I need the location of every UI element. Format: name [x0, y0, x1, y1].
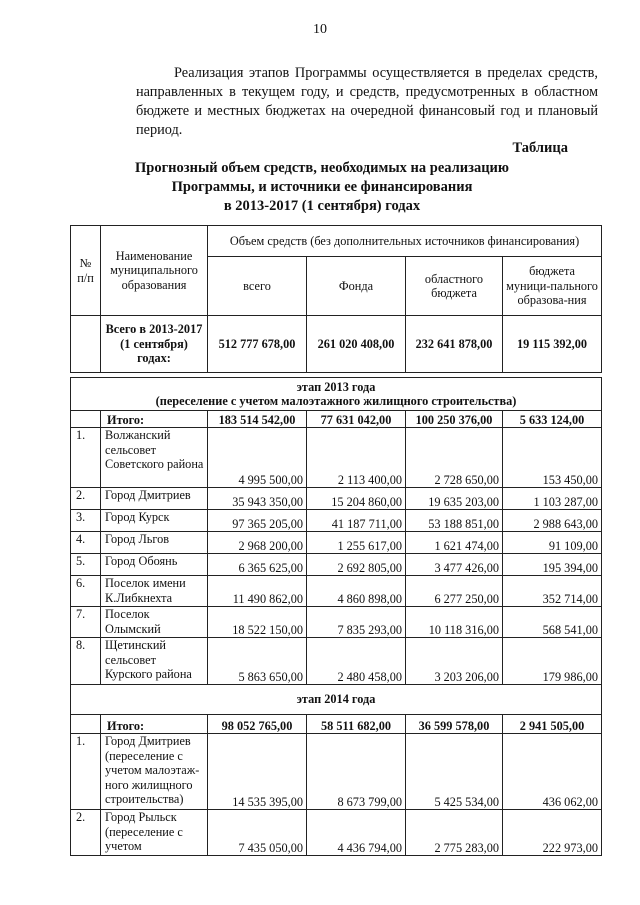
row-name: Город Курск [101, 510, 208, 532]
row-total: 2 968 200,00 [208, 532, 307, 554]
page-number: 10 [313, 22, 327, 37]
row-fund: 2 113 400,00 [307, 428, 406, 488]
row-num: 7. [71, 607, 101, 638]
itogo-fund: 58 511 682,00 [307, 715, 406, 734]
row-num: 8. [71, 638, 101, 685]
itogo-local: 2 941 505,00 [503, 715, 602, 734]
row-local: 153 450,00 [503, 428, 602, 488]
row-local: 195 394,00 [503, 554, 602, 576]
table-row [71, 576, 602, 607]
row-fund: 1 255 617,00 [307, 532, 406, 554]
table-row [71, 532, 602, 554]
header-num: № п/п [71, 226, 101, 316]
stage-2014-itogo-row [71, 715, 602, 734]
row-fund: 2 692 805,00 [307, 554, 406, 576]
title-line-3: в 2013-2017 (1 сентября) годах [223, 198, 421, 214]
row-local: 222 973,00 [503, 810, 602, 856]
table-label: Таблица [512, 140, 568, 156]
row-total: 7 435 050,00 [208, 810, 307, 856]
stage-2013-title: этап 2013 года [296, 379, 376, 394]
intro-text: Реализация этапов Программы осуществляется в пределах средств, направленных в текущем году, и средств, предусмотренных в областном бюджете и местных бюджетах на очередной финансовый год и плановый период. [136, 65, 598, 138]
itogo-label: Итого: [101, 715, 208, 734]
row-name: Поселок Олымский [101, 607, 208, 638]
row-regional: 6 277 250,00 [406, 576, 503, 607]
row-total: 35 943 350,00 [208, 488, 307, 510]
row-name: Волжанский сельсовет Советского района [101, 428, 208, 488]
grand-total-num [71, 316, 101, 373]
title-line-2: Программы, и источники ее финансирования [171, 179, 473, 195]
row-regional: 2 775 283,00 [406, 810, 503, 856]
row-num: 2. [71, 810, 101, 856]
row-total: 5 863 650,00 [208, 638, 307, 685]
header-local: бюджета муници-пального образова-ния [503, 257, 602, 316]
row-name: Город Дмитриев (переселение с учетом малоэтаж-ного жилищного строительства) [101, 734, 208, 810]
table-title [80, 159, 564, 216]
stage-2013-subtitle: (переселение с учетом малоэтажного жилищного строительства) [155, 394, 517, 408]
row-regional: 3 477 426,00 [406, 554, 503, 576]
row-local: 1 103 287,00 [503, 488, 602, 510]
row-regional: 1 621 474,00 [406, 532, 503, 554]
itogo-num [71, 715, 101, 734]
row-num: 1. [71, 428, 101, 488]
row-fund: 15 204 860,00 [307, 488, 406, 510]
row-fund: 4 860 898,00 [307, 576, 406, 607]
row-num: 6. [71, 576, 101, 607]
row-num: 2. [71, 488, 101, 510]
row-fund: 4 436 794,00 [307, 810, 406, 856]
table-row [71, 638, 602, 685]
itogo-regional: 36 599 578,00 [406, 715, 503, 734]
header-fund: Фонда [307, 257, 406, 316]
row-total: 6 365 625,00 [208, 554, 307, 576]
itogo-regional: 100 250 376,00 [406, 411, 503, 428]
row-total: 97 365 205,00 [208, 510, 307, 532]
itogo-label: Итого: [101, 411, 208, 428]
row-local: 2 988 643,00 [503, 510, 602, 532]
row-local: 91 109,00 [503, 532, 602, 554]
header-table [70, 225, 602, 373]
intro-paragraph [136, 64, 598, 140]
row-local: 436 062,00 [503, 734, 602, 810]
row-fund: 8 673 799,00 [307, 734, 406, 810]
table-row [71, 734, 602, 810]
row-regional: 5 425 534,00 [406, 734, 503, 810]
table-row [71, 554, 602, 576]
row-local: 568 541,00 [503, 607, 602, 638]
stage-2014-title: этап 2014 года [71, 685, 602, 715]
row-total: 4 995 500,00 [208, 428, 307, 488]
itogo-local: 5 633 124,00 [503, 411, 602, 428]
row-name: Город Льгов [101, 532, 208, 554]
itogo-fund: 77 631 042,00 [307, 411, 406, 428]
row-regional: 19 635 203,00 [406, 488, 503, 510]
row-name: Город Обоянь [101, 554, 208, 576]
grand-total-local: 19 115 392,00 [503, 316, 602, 373]
row-regional: 2 728 650,00 [406, 428, 503, 488]
row-num: 4. [71, 532, 101, 554]
grand-total-label: Всего в 2013-2017 (1 сентября) годах: [101, 316, 208, 373]
row-total: 11 490 862,00 [208, 576, 307, 607]
stage-2013-itogo-row [71, 411, 602, 428]
table-row [71, 428, 602, 488]
header-regional: областного бюджета [406, 257, 503, 316]
itogo-num [71, 411, 101, 428]
row-local: 352 714,00 [503, 576, 602, 607]
stage-2014-header [71, 685, 602, 715]
title-line-1: Прогнозный объем средств, необходимых на реализацию [134, 160, 509, 176]
header-name: Наименование муниципального образования [101, 226, 208, 316]
grand-total-regional: 232 641 878,00 [406, 316, 503, 373]
row-name: Город Дмитриев [101, 488, 208, 510]
row-name: Щетинский сельсовет Курского района [101, 638, 208, 685]
table-row [71, 510, 602, 532]
row-num: 5. [71, 554, 101, 576]
grand-total-total: 512 777 678,00 [208, 316, 307, 373]
row-regional: 53 188 851,00 [406, 510, 503, 532]
row-total: 14 535 395,00 [208, 734, 307, 810]
row-fund: 7 835 293,00 [307, 607, 406, 638]
row-num: 1. [71, 734, 101, 810]
header-volume: Объем средств (без дополнительных источников финансирования) [208, 226, 602, 257]
row-regional: 10 118 316,00 [406, 607, 503, 638]
row-name: Город Рыльск (переселение с учетом [101, 810, 208, 856]
row-local: 179 986,00 [503, 638, 602, 685]
row-total: 18 522 150,00 [208, 607, 307, 638]
stages-table [70, 377, 602, 856]
stage-2013-header [71, 378, 602, 411]
row-fund: 41 187 711,00 [307, 510, 406, 532]
row-name: Поселок имени К.Либкнехта [101, 576, 208, 607]
row-num: 3. [71, 510, 101, 532]
table-row [71, 810, 602, 856]
table-row [71, 488, 602, 510]
grand-total-row [71, 316, 602, 373]
itogo-total: 183 514 542,00 [208, 411, 307, 428]
grand-total-fund: 261 020 408,00 [307, 316, 406, 373]
itogo-total: 98 052 765,00 [208, 715, 307, 734]
row-fund: 2 480 458,00 [307, 638, 406, 685]
row-regional: 3 203 206,00 [406, 638, 503, 685]
header-total: всего [208, 257, 307, 316]
table-row [71, 607, 602, 638]
